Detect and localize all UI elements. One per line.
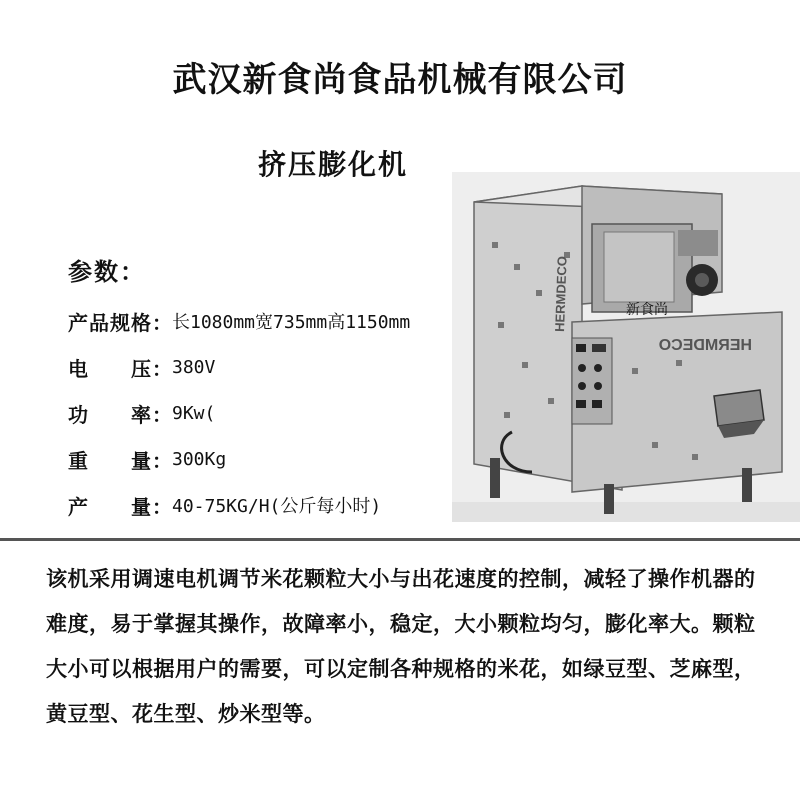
product-description: 该机采用调速电机调节米花颗粒大小与出花速度的控制，减轻了操作机器的难度，易于掌握其操作，故障率小，稳定，大小颗粒均匀，膨化率大。颗粒大小可以根据用户的需要，可以定制各种规格的米花，如绿豆型、芝麻型，黄豆型、花生型、炒米型等。 [46,567,756,726]
spec-label: 产品规格 [68,310,152,335]
spec-row-size [68,298,410,344]
spec-value: 长1080mm宽735mm高1150mm [172,312,411,333]
spec-value: 9Kw( [172,402,216,424]
params-heading: 参数： [68,258,146,286]
product-title: 挤压膨化机 [258,148,409,181]
spec-label: 重 量 [68,448,152,473]
photo-brand-side: HERMDECO [552,255,570,333]
spec-colon: ： [152,448,172,473]
spec-value: 40-75KG/H(公斤每小时) [172,496,382,517]
section-divider [0,538,800,541]
machine-photo [452,172,800,522]
spec-value: 300Kg [172,448,227,470]
spec-row-output [68,482,410,528]
photo-logo-text: 新食尚 [626,302,668,318]
spec-label: 功 率 [68,402,152,427]
spec-colon: ： [152,494,172,519]
spec-row-power [68,390,410,436]
spec-list [68,298,410,528]
spec-row-weight [68,436,410,482]
spec-label: 电 压 [68,356,152,381]
spec-value: 380V [172,356,216,378]
spec-colon: ： [152,402,172,427]
spec-colon: ： [152,356,172,381]
spec-row-voltage [68,344,410,390]
company-name: 武汉新食尚食品机械有限公司 [172,60,628,100]
spec-label: 产 量 [68,494,152,519]
spec-colon: ： [152,310,172,335]
photo-brand-front: HERMDECO [658,337,752,354]
